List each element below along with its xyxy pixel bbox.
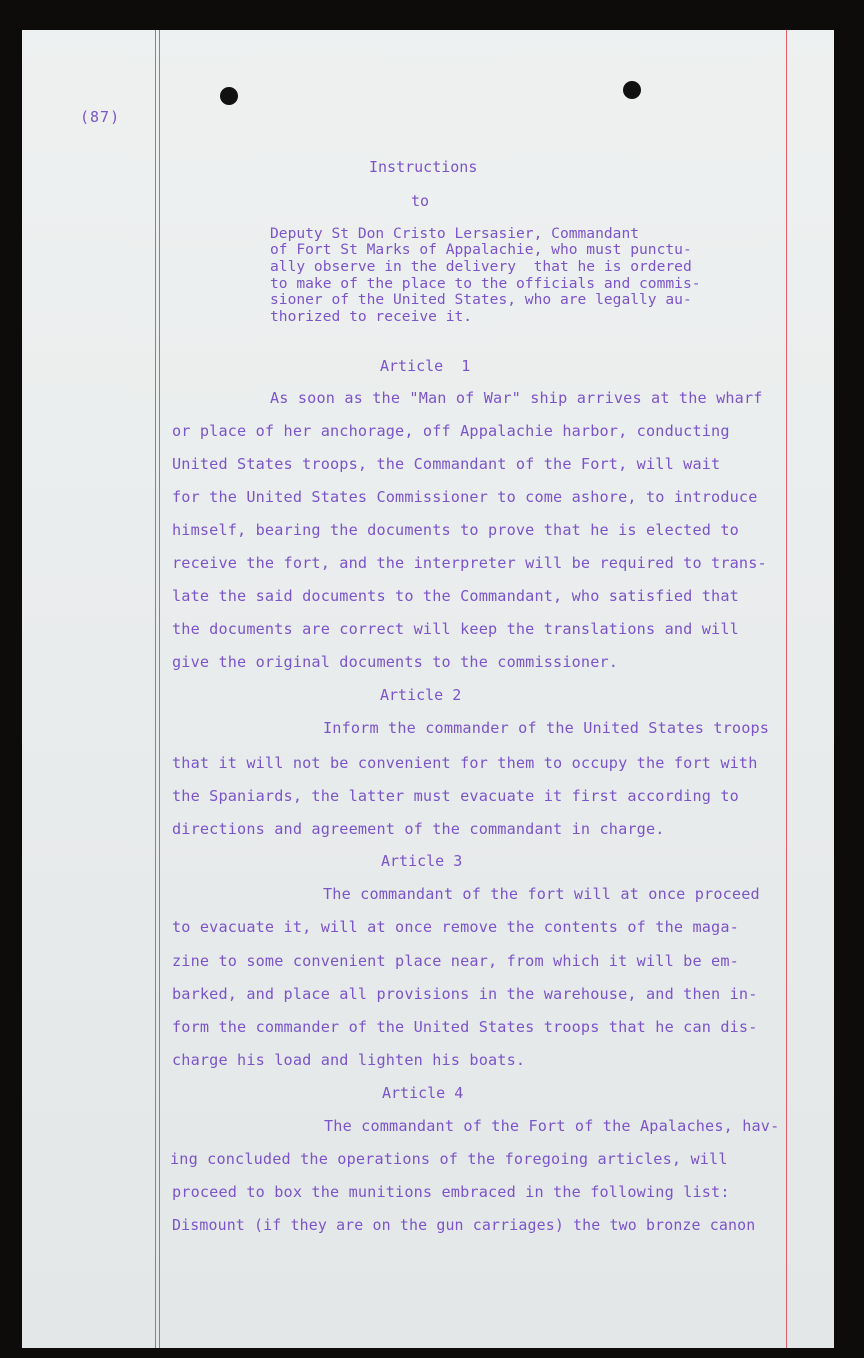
- article-3-heading: Article 3: [381, 852, 463, 870]
- article-1-line: As soon as the "Man of War" ship arrives at the wharf: [270, 389, 763, 407]
- article-4-line: proceed to box the munitions embraced in the following list:: [172, 1183, 730, 1201]
- punch-hole-left: [220, 87, 238, 105]
- article-1-line: United States troops, the Commandant of the Fort, will wait: [172, 455, 721, 473]
- article-2-line: the Spaniards, the latter must evacuate it first according to: [172, 787, 739, 805]
- article-1-line: himself, bearing the documents to prove that he is elected to: [172, 521, 739, 539]
- article-3-line: charge his load and lighten his boats.: [172, 1051, 526, 1069]
- intro-line: ally observe in the delivery that he is ordered: [270, 258, 692, 275]
- left-margin-line-2: [159, 30, 160, 1348]
- intro-line: sioner of the United States, who are legally au-: [270, 291, 692, 308]
- article-1-line: receive the fort, and the interpreter will be required to trans-: [172, 554, 767, 572]
- article-1-line: late the said documents to the Commandant, who satisfied that: [172, 587, 739, 605]
- article-2-line: Inform the commander of the United States troops: [323, 719, 770, 737]
- article-2-heading: Article 2: [380, 686, 462, 704]
- article-1-line: the documents are correct will keep the translations and will: [172, 620, 739, 638]
- article-4-line: Dismount (if they are on the gun carriages) the two bronze canon: [172, 1216, 756, 1234]
- article-4-heading: Article 4: [382, 1084, 464, 1102]
- article-4-line: ing concluded the operations of the foregoing articles, will: [170, 1150, 728, 1168]
- article-1-line: give the original documents to the commissioner.: [172, 653, 619, 671]
- article-3-line: to evacuate it, will at once remove the contents of the maga-: [172, 918, 739, 936]
- article-1-heading: Article 1: [380, 357, 471, 375]
- document-subtitle: to: [411, 192, 430, 210]
- article-1-line: or place of her anchorage, off Appalachie harbor, conducting: [172, 422, 730, 440]
- intro-line: of Fort St Marks of Appalachie, who must punctu-: [270, 241, 692, 258]
- intro-line: to make of the place to the officials and commis-: [270, 275, 701, 292]
- left-margin-line: [155, 30, 156, 1348]
- article-3-line: form the commander of the United States troops that he can dis-: [172, 1018, 758, 1036]
- right-margin-line: [786, 30, 787, 1348]
- article-3-line: zine to some convenient place near, from which it will be em-: [172, 952, 739, 970]
- article-1-line: for the United States Commissioner to come ashore, to introduce: [172, 488, 758, 506]
- article-3-line: barked, and place all provisions in the warehouse, and then in-: [172, 985, 758, 1003]
- punch-hole-right: [623, 81, 641, 99]
- intro-line: thorized to receive it.: [270, 308, 473, 325]
- article-2-line: directions and agreement of the commandant in charge.: [172, 820, 665, 838]
- intro-line: Deputy St Don Cristo Lersasier, Commandant: [270, 225, 640, 242]
- page-number: (87): [80, 108, 121, 126]
- document-title: Instructions: [369, 158, 478, 176]
- article-4-line: The commandant of the Fort of the Apalaches, hav-: [324, 1117, 780, 1135]
- article-2-line: that it will not be convenient for them to occupy the fort with: [172, 754, 758, 772]
- article-3-line: The commandant of the fort will at once proceed: [323, 885, 760, 903]
